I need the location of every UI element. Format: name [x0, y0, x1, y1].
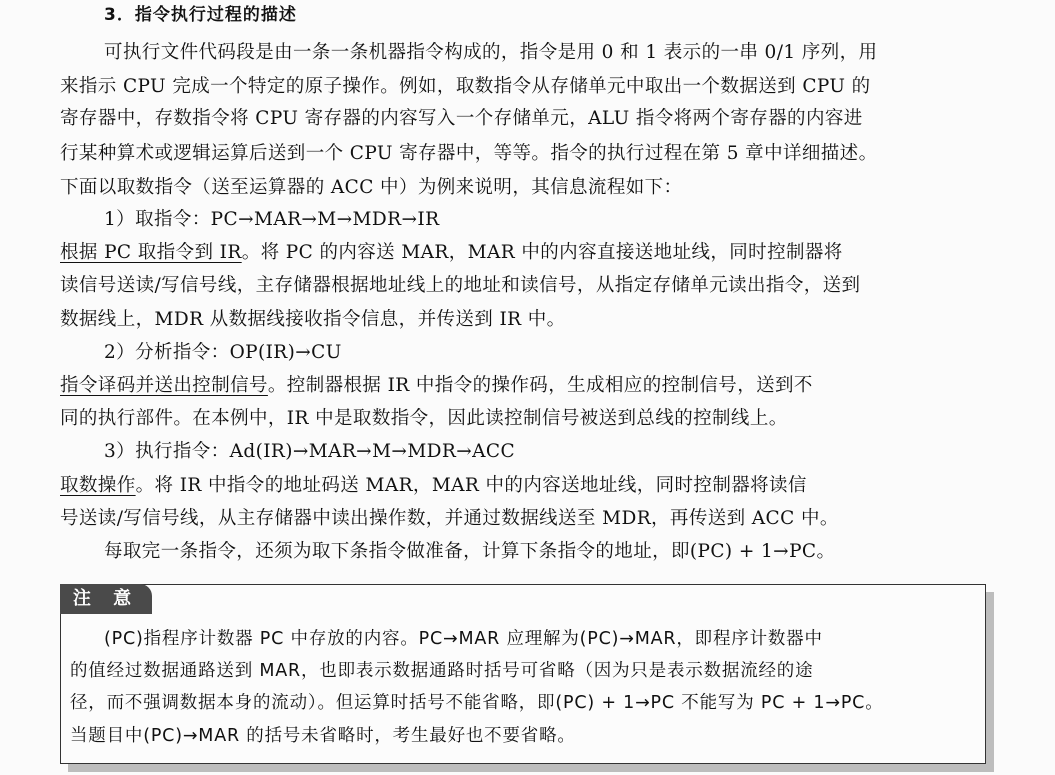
section-heading: 3．指令执行过程的描述 [104, 5, 297, 25]
note-line: 当题目中(PC)→MAR 的括号未省略时，考生最好也不要省略。 [70, 726, 576, 746]
note-line: 的值经过数据通路送到 MAR，也即表示数据通路时括号可省略（因为只是表示数据流经的途 [70, 661, 814, 681]
step3-line: 号送读/写信号线，从主存储器中读出操作数，并通过数据线送至 MDR，再传送到 ACC 中。 [60, 508, 839, 529]
paragraph-line: 行某种算术或逻辑运算后送到一个 CPU 寄存器中，等等。指令的执行过程在第 5 章中详细描述。 [60, 143, 878, 164]
step1-rest: 。将 PC 的内容送 MAR，MAR 中的内容直接送地址线，同时控制器将 [241, 242, 843, 263]
step1-title: 1）取指令：PC→MAR→M→MDR→IR [104, 209, 440, 230]
step3-rest: 。将 IR 中指令的地址码送 MAR，MAR 中的内容送地址线，同时控制器将读信 [135, 475, 807, 496]
step2-line: 同的执行部件。在本例中，IR 中是取数指令，因此读控制信号被送到总线的控制线上。 [60, 408, 788, 429]
note-line: 径，而不强调数据本身的流动）。但运算时括号不能省略，即(PC) + 1→PC 不能写为 PC + 1→PC。 [70, 693, 884, 713]
paragraph-line: 来指示 CPU 完成一个特定的原子操作。例如，取数指令从存储单元中取出一个数据送到 CPU 的 [60, 76, 871, 97]
step3-title: 3）执行指令：Ad(IR)→MAR→M→MDR→ACC [104, 441, 515, 462]
step2-title: 2）分析指令：OP(IR)→CU [104, 342, 342, 363]
note-label: 注 意 [60, 584, 152, 614]
paragraph-line: 可执行文件代码段是由一条一条机器指令构成的，指令是用 0 和 1 表示的一串 0/1 序列，用 [104, 42, 878, 63]
step1-line: 读信号送读/写信号线，主存储器根据地址线上的地址和读信号，从指定存储单元读出指令，送到 [60, 275, 861, 296]
note-line: (PC)指程序计数器 PC 中存放的内容。PC→MAR 应理解为(PC)→MAR，即程序计数器中 [104, 629, 823, 649]
step1-line: 数据线上，MDR 从数据线接收指令信息，并传送到 IR 中。 [60, 309, 566, 330]
step1-lead: 根据 PC 取指令到 IR [60, 242, 242, 263]
step3-lead: 取数操作 [60, 475, 136, 496]
step3-first-line [60, 471, 990, 497]
paragraph-line: 下面以取数指令（送至运算器的 ACC 中）为例来说明，其信息流程如下： [60, 177, 683, 198]
final-paragraph: 每取完一条指令，还须为取下条指令做准备，计算下条指令的地址，即(PC) + 1→PC。 [104, 541, 836, 562]
step2-first-line [60, 371, 990, 397]
step1-first-line [60, 238, 990, 264]
paragraph-line: 寄存器中，存数指令将 CPU 寄存器的内容写入一个存储单元，ALU 指令将两个寄存器的内容进 [60, 108, 863, 129]
step2-lead: 指令译码并送出控制信号 [60, 375, 268, 396]
step2-rest: 。控制器根据 IR 中指令的操作码，生成相应的控制信号，送到不 [267, 375, 813, 396]
